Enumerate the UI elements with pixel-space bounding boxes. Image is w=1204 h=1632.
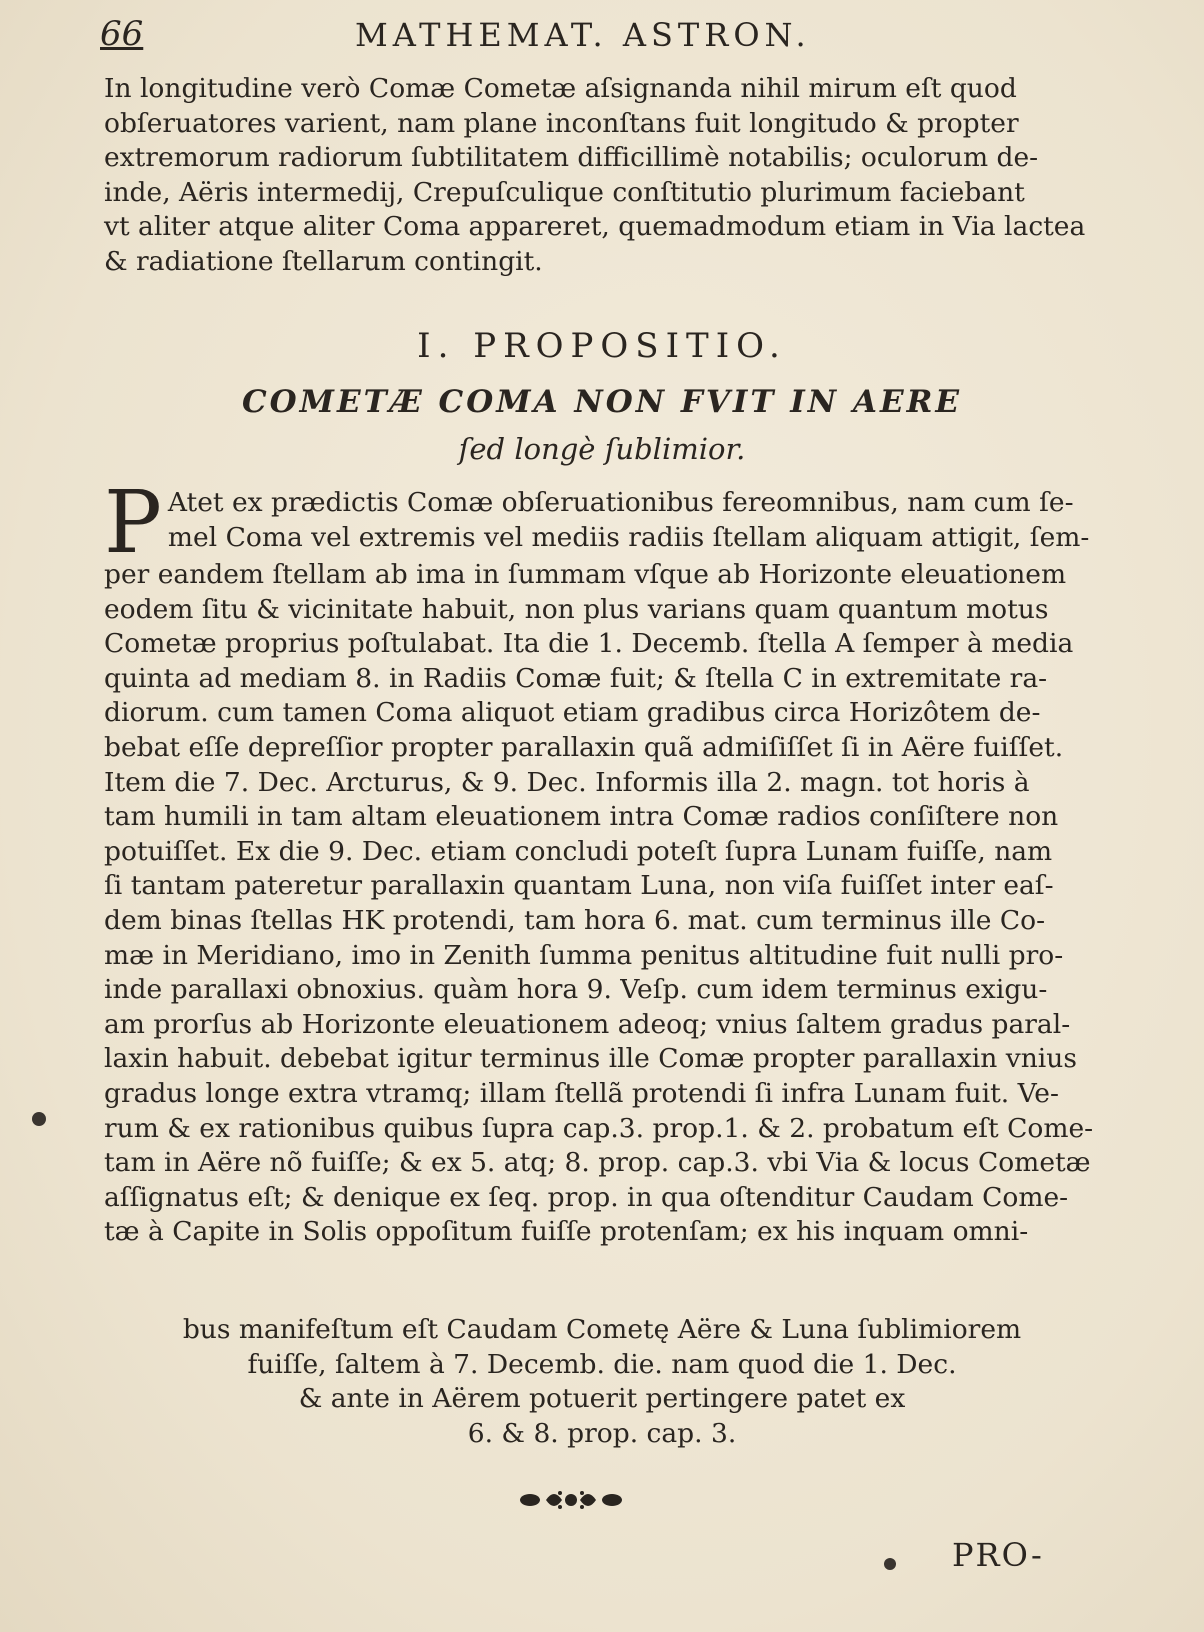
text-line: ſi tantam pateretur parallaxin quantam Luna, non viſa fuiſſet inter eaſ- [104,870,1054,902]
proposition-title: COMETÆ COMA NON FVIT IN AERE [242,384,962,420]
text-line: & ante in Aërem potuerit pertingere patet ex [298,1383,906,1415]
text-line: rum & ex rationibus quibus ſupra cap.3. prop.1. & 2. probatum eſt Come- [104,1112,1094,1144]
page-number: 66 [100,14,144,54]
tailpiece-ornament-icon [516,1485,626,1515]
text-line: bus manifeſtum eſt Caudam Cometę Aëre & Luna ſublimiorem [182,1314,1022,1345]
text-line: tæ à Capite in Solis oppoſitum fuiſſe protenſam; ex his inquam omni- [104,1216,1029,1248]
text-line: Item die 7. Dec. Arcturus, & 9. Dec. Informis illa 2. magn. tot horis à [104,766,1030,798]
text-line: dem binas ſtellas HK protendi, tam hora 6. mat. cum terminus ille Co- [104,904,1046,936]
text-line: 6. & 8. prop. cap. 3. [467,1417,737,1449]
running-head: MATHEMAT. ASTRON. [355,16,811,54]
catchword: PRO- [952,1536,1044,1574]
text-line: diorum. cum tamen Coma aliquot etiam gradibus circa Horizôtem de- [104,697,1041,729]
ink-spot [32,1112,46,1126]
text-line: mel Coma vel extremis vel mediis radiis ſtellam aliquam attigit, ſem- [167,521,1090,553]
text-line: In longitudine verò Comæ Cometæ aſsignanda nihil mirum eſt quod [104,73,1017,104]
text-line: tam in Aëre nõ fuiſſe; & ex 5. atq; 8. prop. cap.3. vbi Via & locus Cometæ [104,1147,1091,1179]
text-line: quinta ad mediam 8. in Radiis Comæ fuit; & ſtella C in extremitate ra- [104,662,1048,694]
text-line: vt aliter atque aliter Coma appareret, quemadmodum etiam in Via lactea [104,211,1086,243]
page-header [100,14,900,58]
text-line: potuiſſet. Ex die 9. Dec. etiam concludi poteſt ſupra Lunam fuiſſe, nam [104,835,1053,867]
text-line: inde, Aëris intermedij, Crepuſculique conſtitutio plurimum faciebant [104,176,1025,208]
text-line: tam humili in tam altam eleuationem intra Comæ radios conſiſtere non [104,801,1059,833]
text-line: Cometæ proprius poſtulabat. Ita die 1. Decemb. ſtella A ſemper à media [104,628,1074,660]
body-paragraph [104,473,1094,1250]
text-line: bebat eſſe depreſſior propter parallaxin quã admiſiſſet ſi in Aëre fuiſſet. [104,731,1064,763]
text-line: inde parallaxi obnoxius. quàm hora 9. Veſp. cum idem terminus exigu- [104,974,1048,1006]
taper-lines [0,1313,1204,1451]
text-line: laxin habuit. debebat igitur terminus ille Comæ propter parallaxin vnius [104,1043,1077,1075]
text-line: am prorſus ab Horizonte eleuationem adeoq; vnius ſaltem gradus paral- [104,1008,1071,1040]
text-line: mæ in Meridiano, imo in Zenith ſumma penitus altitudine fuit nulli pro- [104,939,1064,971]
text-line: & radiatione ſtellarum contingit. [104,245,543,277]
text-line: gradus longe extra vtramq; illam ſtellã protendi ſi infra Lunam fuit. Ve- [104,1077,1059,1109]
text-line: per eandem ſtellam ab ima in ſummam vſque ab Horizonte eleuationem [104,559,1067,590]
text-line: Atet ex prædictis Comæ obſeruationibus fereomnibus, nam cum ſe- [167,487,1074,518]
text-line: fuiſſe, ſaltem à 7. Decemb. die. nam quod die 1. Dec. [247,1348,957,1380]
proposition-subtitle: ſed longè ſublimior. [458,432,746,466]
proposition-number: I. PROPOSITIO. [417,326,787,366]
text-line: aſſignatus eſt; & denique ex ſeq. prop. in qua oſtenditur Caudam Come- [104,1181,1069,1213]
intro-paragraph [104,72,1086,280]
drop-cap: P [104,473,162,573]
text-line: eodem ſitu & vicinitate habuit, non plus varians quam quantum motus [104,593,1049,625]
text-line: extremorum radiorum ſubtilitatem difficillimè notabilis; oculorum de- [104,142,1039,174]
text-line: obſeruatores varient, nam plane inconſtans fuit longitudo & propter [104,107,1019,139]
ink-spot [884,1558,896,1570]
